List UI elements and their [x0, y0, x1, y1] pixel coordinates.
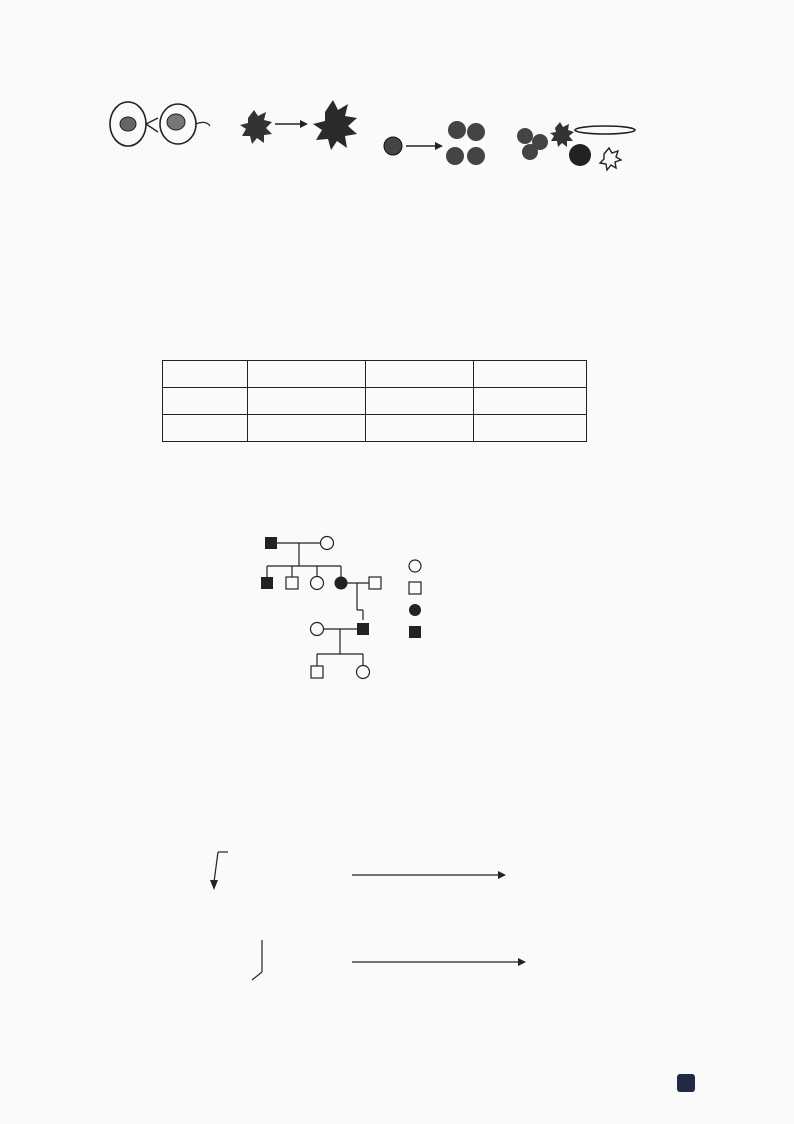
table-cell [248, 415, 366, 442]
table-cell [474, 388, 587, 415]
pedigree-affected-female [335, 577, 348, 590]
q10-cell-figures [100, 98, 660, 198]
pedigree-normal-female [311, 577, 324, 590]
q10-figure-a [110, 102, 210, 146]
q10-figure-d [517, 122, 635, 170]
pedigree-normal-female [321, 537, 334, 550]
table-cell [248, 388, 366, 415]
pedigree-normal-female [311, 623, 324, 636]
pedigree-normal-male [369, 577, 381, 589]
pedigree-affected-male [265, 537, 277, 549]
q10-figure-b [240, 100, 357, 150]
pedigree-normal-male [311, 666, 323, 678]
table-header [248, 361, 366, 388]
table-header [474, 361, 587, 388]
table-row [163, 388, 587, 415]
q10-figure-c [384, 121, 485, 165]
camscanner-logo-icon [677, 1074, 695, 1092]
table-cell [163, 388, 248, 415]
table-header [163, 361, 248, 388]
pedigree-normal-female [357, 666, 370, 679]
q13-pedigree [235, 530, 495, 695]
table-cell [163, 415, 248, 442]
pedigree-normal-male [286, 577, 298, 589]
table-cell [366, 415, 474, 442]
pedigree-affected-male [261, 577, 273, 589]
table-row [163, 415, 587, 442]
table-cell [366, 388, 474, 415]
table-cell [474, 415, 587, 442]
pedigree-affected-male [357, 623, 369, 635]
q14-overlapping-gene-diagram [170, 840, 590, 990]
q12-cross-table [162, 360, 587, 442]
table-header [366, 361, 474, 388]
table-header-row [163, 361, 587, 388]
